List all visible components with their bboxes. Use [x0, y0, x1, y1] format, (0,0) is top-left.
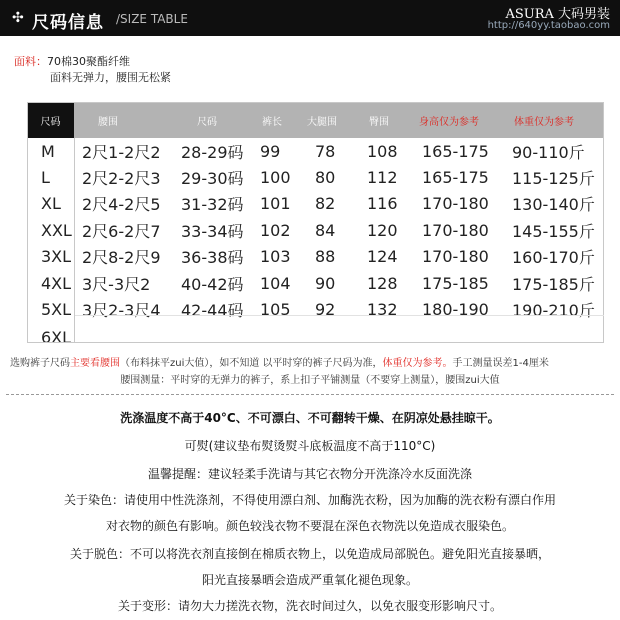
table-row: [27, 296, 604, 322]
size-cell: L: [41, 168, 50, 188]
size-cell: M: [41, 141, 55, 161]
note-highlight: 主要看腰围: [70, 358, 120, 369]
table-cell: 3尺-3尺2: [82, 274, 151, 294]
header-height: 身高仅为参考: [419, 116, 479, 128]
table-cell: 90-110斤: [512, 142, 585, 162]
table-cell: 160-170斤: [512, 248, 595, 268]
table-cell: 175-185: [422, 273, 489, 293]
material-composition: 70棉30聚酯纤维: [47, 55, 130, 68]
care-line: 温馨提醒：建议轻柔手洗请与其它衣物分开洗涤冷水反面洗涤: [147, 467, 472, 481]
table-cell: [412, 323, 500, 353]
table-cell: 132: [367, 300, 398, 320]
cross-arrows-icon: ✣: [12, 10, 24, 26]
care-line: 可熨(建议垫布熨烫熨斗底板温度不高于110°C): [184, 439, 436, 453]
care-line: 关于脱色：不可以将洗衣剂直接倒在棉质衣物上，以免造成局部脱色。避免阳光直接暴晒，: [69, 547, 550, 561]
table-cell: [500, 323, 604, 353]
header-size: 尺码: [27, 102, 74, 138]
note-highlight: 体重仅为参考。: [382, 358, 453, 369]
table-cell: 175-185斤: [512, 274, 595, 294]
table-cell: 115-125斤: [512, 169, 595, 189]
table-cell: 36-38码: [181, 248, 244, 268]
table-cell: 116: [367, 194, 398, 214]
size-cell: 3XL: [41, 247, 72, 267]
header-weight: 体重仅为参考: [514, 116, 574, 128]
note-part: （布料抹平zui大值），如不知道 以平时穿的裤子尺码为准，: [120, 358, 383, 369]
table-cell: 165-175: [422, 141, 489, 161]
table-cell: 180-190: [422, 300, 489, 320]
waist-measure-note: 腰围测量：平时穿的无弹力的裤子，系上扣子平铺测量（不要穿上测量），腰围zui大值: [120, 375, 500, 386]
size-cell: 5XL: [41, 300, 72, 320]
table-cell: [74, 323, 175, 353]
table-cell: 42-44码: [181, 301, 244, 321]
table-cell: 190-210斤: [512, 301, 595, 321]
material-note: 面料无弹力，腰围无松紧: [50, 71, 171, 84]
table-cell: 82: [315, 194, 336, 214]
table-row: [27, 270, 604, 296]
table-cell: 92: [315, 300, 336, 320]
table-cell: 2尺4-2尺5: [82, 195, 161, 215]
page-title: 尺码信息: [32, 13, 104, 33]
table-cell: 104: [260, 273, 291, 293]
table-cell: 88: [315, 247, 336, 267]
table-header-row: [27, 102, 604, 138]
table-cell: 170-180: [422, 194, 489, 214]
table-cell: 78: [315, 141, 336, 161]
table-cell: 124: [367, 247, 398, 267]
table-cell: 102: [260, 220, 291, 240]
table-cell: 33-34码: [181, 221, 244, 241]
table-cell: 28-29码: [181, 142, 244, 162]
care-line: 阳光直接暴晒会造成严重氧化褪色现象。: [201, 573, 418, 587]
table-cell: [175, 323, 260, 353]
table-cell: 40-42码: [181, 274, 244, 294]
table-cell: 99: [260, 141, 281, 161]
table-cell: [359, 323, 412, 353]
table-cell: 112: [367, 168, 398, 188]
table-cell: 103: [260, 247, 291, 267]
table-cell: 2尺2-2尺3: [82, 169, 161, 189]
table-row: [27, 323, 604, 353]
header-size-code: 尺码: [197, 116, 217, 128]
care-line: 对衣物的颜色有影响。颜色较浅衣物不要混在深色衣物洗以免造成衣服染色。: [105, 519, 514, 533]
table-row: [27, 217, 604, 243]
size-cell: XXL: [41, 220, 72, 240]
table-row: [27, 191, 604, 217]
table-cell: 2尺8-2尺9: [82, 248, 161, 268]
table-cell: 165-175: [422, 168, 489, 188]
table-cell: 90: [315, 273, 336, 293]
dashed-divider: [6, 394, 614, 395]
table-cell: 101: [260, 194, 291, 214]
size-cell: 4XL: [41, 273, 72, 293]
size-cell: XL: [41, 194, 61, 214]
table-cell: [307, 323, 359, 353]
table-row: [27, 244, 604, 270]
table-cell: 2尺1-2尺2: [82, 142, 161, 162]
table-cell: 170-180: [422, 247, 489, 267]
shop-url[interactable]: http://640yy.taobao.com: [487, 20, 610, 31]
table-cell: 128: [367, 273, 398, 293]
table-cell: 170-180: [422, 220, 489, 240]
header-hip: 臀围: [369, 116, 389, 128]
table-cell: 130-140斤: [512, 195, 595, 215]
table-cell: 29-30码: [181, 169, 244, 189]
table-row: [27, 138, 604, 164]
table-cell: 2尺6-2尺7: [82, 221, 161, 241]
table-cell: 105: [260, 300, 291, 320]
table-cell: 84: [315, 220, 336, 240]
table-cell: 3尺2-3尺4: [82, 301, 161, 321]
table-cell: 80: [315, 168, 336, 188]
size-cell: 6XL: [41, 328, 72, 348]
table-row: [27, 164, 604, 190]
header-thigh: 大腿围: [307, 116, 337, 128]
table-cell: 108: [367, 141, 398, 161]
brand-logo: ASURA 大码男装: [505, 7, 610, 22]
care-line: 关于染色：请使用中性洗涤剂，不得使用漂白剂、加酶洗衣粉，因为加酶的洗衣粉有漂白作用: [63, 493, 556, 507]
table-cell: 31-32码: [181, 195, 244, 215]
size-column-divider: [74, 138, 75, 343]
table-cell: 120: [367, 220, 398, 240]
note-part: 手工测量误差1-4厘米: [452, 358, 549, 369]
care-line: 洗涤温度不高于40°C、不可漂白、不可翻转干燥、在阴凉处悬挂晾干。: [120, 411, 500, 425]
material-label: 面料：: [14, 55, 47, 68]
table-cell: 145-155斤: [512, 221, 595, 241]
material-info: [14, 54, 171, 84]
note-part: 选购裤子尺码: [10, 358, 70, 369]
table-cell: 100: [260, 168, 291, 188]
header-waist: 腰围: [98, 116, 118, 128]
row-divider: [75, 315, 604, 316]
header-bar: [0, 0, 620, 36]
care-line: 关于变形：请勿大力搓洗衣物，洗衣时间过久，以免衣服变形影响尺寸。: [117, 599, 502, 613]
measure-note: [10, 355, 610, 372]
page-subtitle: /SIZE TABLE: [116, 12, 188, 26]
table-cell: [260, 323, 307, 353]
header-length: 裤长: [262, 116, 282, 128]
